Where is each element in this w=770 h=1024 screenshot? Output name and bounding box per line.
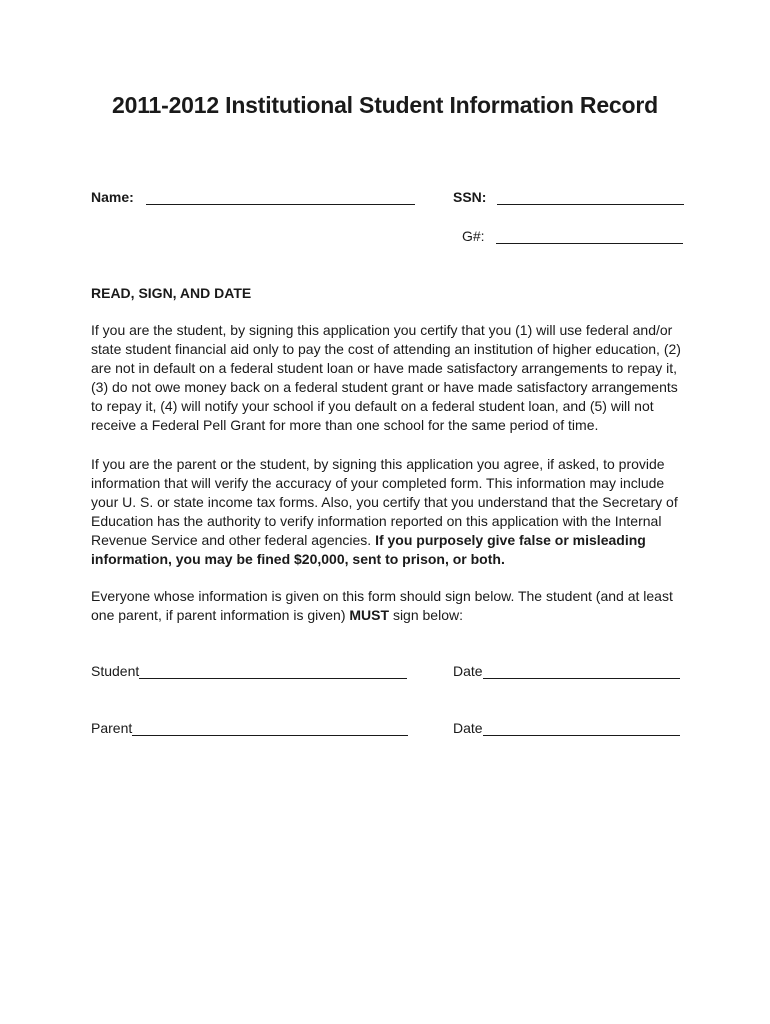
parent-date-field[interactable] bbox=[453, 720, 680, 736]
g-number-line[interactable] bbox=[496, 229, 683, 244]
student-signature-line[interactable] bbox=[139, 664, 407, 679]
section-heading: READ, SIGN, AND DATE bbox=[91, 285, 252, 301]
g-number-label: G#: bbox=[462, 228, 485, 244]
penalty-warning: If you purposely give false or misleading information, you may be fined $20,000, sent to prison, or both. bbox=[91, 531, 646, 567]
parent-signature-field[interactable] bbox=[91, 720, 408, 736]
student-date-field[interactable] bbox=[453, 663, 680, 679]
ssn-line[interactable] bbox=[497, 190, 684, 205]
student-signature-field[interactable] bbox=[91, 663, 407, 679]
must-emphasis: MUST bbox=[349, 606, 390, 623]
name-field[interactable] bbox=[91, 189, 415, 205]
agreement-paragraph bbox=[91, 455, 681, 568]
agreement-text: If you are the parent or the student, by signing this application you agree, if asked, to provide information that will verify the accuracy of your completed form. This information may include your U. S. or state income tax forms. Also, you certify that you understand that the Secretary of Education has the authority to verify information reported on this application with the Internal Revenue Service and other federal agencies. bbox=[91, 456, 678, 548]
student-label: Student bbox=[91, 663, 140, 679]
student-date-line[interactable] bbox=[483, 664, 680, 679]
parent-date-label: Date bbox=[453, 720, 483, 736]
g-number-field[interactable] bbox=[462, 228, 683, 244]
signature-instructions-text: Everyone whose information is given on this form should sign below. The student (and at least one parent, if parent information is given) bbox=[91, 588, 673, 623]
name-label: Name: bbox=[91, 189, 134, 205]
parent-date-line[interactable] bbox=[483, 721, 680, 736]
signature-instructions bbox=[91, 587, 681, 625]
student-certification-paragraph: If you are the student, by signing this application you certify that you (1) will use federal and/or state student financial aid only to pay the cost of attending an institution of higher education, (2) are not in default on a federal student loan or have made satisfactory arrangements to repay it, (3) do not owe money back on a federal student grant or have made satisfactory arrangements to repay it, (4) will notify your school if you default on a federal student loan, and (5) will not receive a Federal Pell Grant for more than one school for the same period of time. bbox=[91, 322, 681, 433]
parent-signature-line[interactable] bbox=[132, 721, 408, 736]
name-line[interactable] bbox=[146, 190, 415, 205]
signature-instructions-end: sign below: bbox=[392, 606, 463, 623]
parent-label: Parent bbox=[91, 720, 133, 736]
page-title: 2011-2012 Institutional Student Information Record bbox=[112, 92, 658, 118]
student-date-label: Date bbox=[453, 663, 483, 679]
ssn-label: SSN: bbox=[453, 189, 487, 205]
ssn-field[interactable] bbox=[453, 189, 684, 205]
